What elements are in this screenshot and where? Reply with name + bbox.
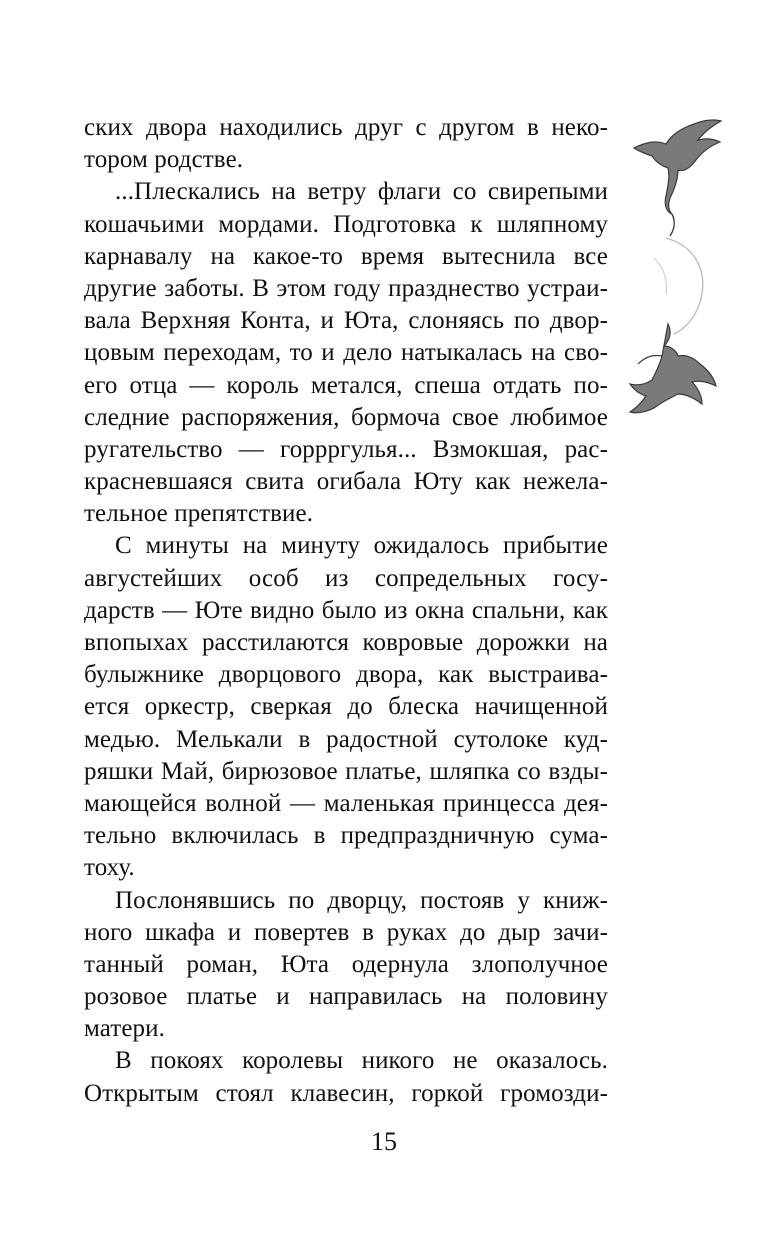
text-line: красневшаяся свита огибала Юту как нежела-	[84, 468, 608, 496]
text-line: ного шкафа и повертев в руках до дыр зачи-	[84, 918, 608, 946]
text-line: дарств — Юте видно было из окна спальни, как	[84, 596, 608, 624]
text-line: карнавалу на какое-то время вытеснила все	[84, 242, 608, 270]
text-line: другие заботы. В этом году празднество устраи-	[84, 274, 608, 302]
text-line: Послонявшись по дворцу, постояв у книж-	[115, 886, 608, 914]
text-line: впопыхах расстилаются ковровые дорожки на	[84, 629, 608, 656]
text-line: цовым переходам, то и дело натыкалась на сво-	[84, 339, 608, 367]
text-line: кошачьими мордами. Подготовка к шляпному	[84, 210, 608, 238]
text-line: тельное препятствие.	[84, 500, 314, 528]
lower-dragon-icon	[630, 324, 716, 413]
text-line: медью. Мелькали в радостной сутолоке куд-	[84, 725, 608, 753]
text-line: С минуты на минуту ожидалось прибытие	[115, 532, 608, 560]
text-line: В покоях королевы никого не оказалось.	[115, 1047, 608, 1075]
text-line: его отца — король метался, спеша отдать по-	[84, 371, 608, 399]
upper-dragon-icon	[634, 120, 721, 236]
dragon-ornament-icon	[624, 118, 724, 420]
text-line: ...Плескались на ветру флаги со свирепыми	[115, 178, 608, 206]
body-text	[84, 112, 608, 1110]
text-line: вала Верхняя Конта, и Юта, слоняясь по двор-	[84, 307, 608, 335]
text-line: ется оркестр, сверкая до блеска начищенной	[84, 693, 608, 721]
text-line: тором родстве.	[84, 146, 244, 174]
text-line: следние распоряжения, бормоча свое любимое	[84, 403, 608, 431]
text-line: тоху.	[84, 854, 135, 882]
text-line: булыжнике дворцового двора, как выстраива-	[84, 661, 608, 689]
text-line: танный роман, Юта одернула злополучное	[84, 950, 608, 978]
text-line: ряшки Май, бирюзовое платье, шляпка со взды-	[84, 757, 608, 785]
text-line: тельно включилась в предпраздничную сума-	[84, 822, 608, 850]
text-line: матери.	[84, 1015, 165, 1043]
text-line: Открытым стоял клавесин, горкой громозди-	[84, 1079, 608, 1107]
text-line: августейших особ из сопредельных госу-	[84, 564, 608, 592]
text-line: ских двора находились друг с другом в неко-	[84, 114, 608, 141]
text-line: розовое платье и направилась на половину	[84, 983, 608, 1011]
text-line: мающейся волной — маленькая принцесса дея-	[84, 789, 608, 817]
text-line: ругательство — горрргулья... Взмокшая, рас-	[84, 435, 608, 463]
page-number: 15	[371, 1127, 397, 1156]
